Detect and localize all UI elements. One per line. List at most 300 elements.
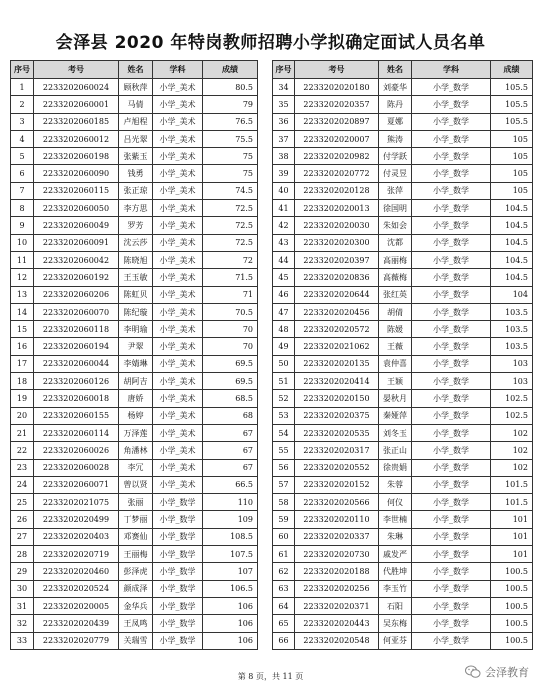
cell-subject: 小学_数学 (412, 615, 491, 632)
cell-seq: 6 (11, 165, 34, 182)
cell-name: 朱琳 (379, 528, 412, 545)
cell-name: 关瑞雪 (119, 632, 153, 649)
table-row (11, 442, 258, 459)
table-row (11, 96, 258, 113)
cell-score: 70.5 (203, 303, 258, 320)
cell-name: 沈云莎 (119, 234, 153, 251)
cell-subject: 小学_数学 (412, 182, 491, 199)
cell-seq: 9 (11, 217, 34, 234)
cell-name: 张萍 (379, 182, 412, 199)
table-row (273, 217, 533, 234)
header-name: 姓名 (119, 61, 153, 79)
cell-seq: 33 (11, 632, 34, 649)
table-body-right (273, 79, 533, 650)
cell-score: 110 (203, 494, 258, 511)
cell-subject: 小学_数学 (412, 442, 491, 459)
cell-id: 2233202020403 (34, 528, 119, 545)
table-row (273, 632, 533, 649)
header-score: 成绩 (203, 61, 258, 79)
cell-score: 101.5 (491, 494, 533, 511)
cell-score: 109 (203, 511, 258, 528)
cell-subject: 小学_数学 (412, 476, 491, 493)
cell-id: 2233202060024 (34, 79, 119, 96)
cell-id: 2233202020375 (295, 407, 379, 424)
cell-subject: 小学_数学 (412, 217, 491, 234)
cell-seq: 18 (11, 373, 34, 390)
table-row (273, 442, 533, 459)
cell-subject: 小学_数学 (412, 321, 491, 338)
cell-name: 丁梦丽 (119, 511, 153, 528)
cell-subject: 小学_数学 (412, 459, 491, 476)
table-row (273, 96, 533, 113)
cell-subject: 小学_美术 (153, 355, 203, 372)
table-row (273, 580, 533, 597)
cell-seq: 45 (273, 269, 295, 286)
cell-score: 104.5 (491, 217, 533, 234)
watermark-text: 会泽教育 (485, 666, 529, 679)
cell-name: 杨婷 (119, 407, 153, 424)
table-row (273, 148, 533, 165)
table-row (273, 338, 533, 355)
cell-id: 2233202020180 (295, 79, 379, 96)
table-row (11, 113, 258, 130)
table-row (273, 424, 533, 441)
table-row (11, 407, 258, 424)
cell-score: 104.5 (491, 200, 533, 217)
page-title: 会泽县 2020 年特岗教师招聘小学拟确定面试人员名单 (55, 33, 486, 53)
cell-subject: 小学_美术 (153, 442, 203, 459)
table-row (11, 251, 258, 268)
cell-score: 106 (203, 615, 258, 632)
cell-seq: 28 (11, 546, 34, 563)
cell-seq: 20 (11, 407, 34, 424)
cell-name: 罗芳 (119, 217, 153, 234)
cell-score: 106.5 (203, 580, 258, 597)
cell-id: 2233202060028 (34, 459, 119, 476)
cell-seq: 49 (273, 338, 295, 355)
cell-name: 徐国明 (379, 200, 412, 217)
cell-seq: 48 (273, 321, 295, 338)
cell-score: 71 (203, 286, 258, 303)
table-row (11, 373, 258, 390)
cell-seq: 13 (11, 286, 34, 303)
cell-id: 2233202020552 (295, 459, 379, 476)
cell-subject: 小学_数学 (412, 407, 491, 424)
cell-id: 2233202060044 (34, 355, 119, 372)
cell-subject: 小学_数学 (412, 303, 491, 320)
cell-id: 2233202020005 (34, 597, 119, 614)
cell-score: 106 (203, 597, 258, 614)
cell-name: 高薇梅 (379, 269, 412, 286)
table-row (273, 390, 533, 407)
cell-seq: 2 (11, 96, 34, 113)
cell-id: 2233202020535 (295, 424, 379, 441)
cell-id: 2233202060118 (34, 321, 119, 338)
cell-id: 2233202020152 (295, 476, 379, 493)
cell-seq: 7 (11, 182, 34, 199)
cell-seq: 47 (273, 303, 295, 320)
roster-table-left (10, 60, 258, 650)
table-row (11, 494, 258, 511)
cell-score: 100.5 (491, 563, 533, 580)
cell-id: 2233202020524 (34, 580, 119, 597)
cell-score: 104.5 (491, 251, 533, 268)
cell-subject: 小学_数学 (412, 355, 491, 372)
cell-name: 张正山 (379, 442, 412, 459)
cell-name: 石阳 (379, 597, 412, 614)
cell-score: 105 (491, 165, 533, 182)
cell-seq: 4 (11, 130, 34, 147)
table-row (273, 130, 533, 147)
cell-seq: 5 (11, 148, 34, 165)
cell-id: 2233202020007 (295, 130, 379, 147)
roster-table-right (272, 60, 533, 650)
cell-id: 2233202060114 (34, 424, 119, 441)
table-row (11, 615, 258, 632)
cell-score: 72.5 (203, 234, 258, 251)
cell-name: 李冗 (119, 459, 153, 476)
header-id: 考号 (295, 61, 379, 79)
cell-subject: 小学_数学 (412, 286, 491, 303)
cell-id: 2233202020013 (295, 200, 379, 217)
cell-score: 105 (491, 148, 533, 165)
header-subject: 学科 (153, 61, 203, 79)
cell-subject: 小学_数学 (412, 269, 491, 286)
cell-seq: 25 (11, 494, 34, 511)
table-row (273, 79, 533, 96)
cell-name: 吕光翠 (119, 130, 153, 147)
cell-seq: 44 (273, 251, 295, 268)
cell-seq: 61 (273, 546, 295, 563)
cell-id: 2233202020443 (295, 615, 379, 632)
cell-score: 102.5 (491, 390, 533, 407)
table-row (11, 424, 258, 441)
header-score: 成绩 (491, 61, 533, 79)
cell-subject: 小学_数学 (153, 632, 203, 649)
cell-seq: 21 (11, 424, 34, 441)
cell-name: 王薇 (379, 338, 412, 355)
table-row (273, 234, 533, 251)
cell-seq: 27 (11, 528, 34, 545)
cell-id: 2233202020548 (295, 632, 379, 649)
cell-id: 2233202020772 (295, 165, 379, 182)
table-row (11, 130, 258, 147)
cell-seq: 29 (11, 563, 34, 580)
cell-id: 2233202060091 (34, 234, 119, 251)
cell-id: 2233202020030 (295, 217, 379, 234)
cell-name: 晏秋月 (379, 390, 412, 407)
cell-seq: 35 (273, 96, 295, 113)
cell-id: 2233202060185 (34, 113, 119, 130)
cell-score: 102 (491, 459, 533, 476)
table-row (11, 546, 258, 563)
cell-subject: 小学_美术 (153, 373, 203, 390)
cell-score: 75.5 (203, 130, 258, 147)
cell-score: 67 (203, 424, 258, 441)
cell-name: 徐贵娟 (379, 459, 412, 476)
cell-subject: 小学_数学 (153, 528, 203, 545)
cell-id: 2233202060126 (34, 373, 119, 390)
cell-subject: 小学_美术 (153, 217, 203, 234)
cell-score: 76.5 (203, 113, 258, 130)
page-footer: 第 8 页，共 11 页 (237, 672, 304, 681)
cell-seq: 66 (273, 632, 295, 649)
table-row (11, 148, 258, 165)
cell-id: 2233202020730 (295, 546, 379, 563)
cell-name: 陈丹 (379, 96, 412, 113)
cell-subject: 小学_数学 (412, 494, 491, 511)
cell-seq: 23 (11, 459, 34, 476)
cell-name: 顾秋萍 (119, 79, 153, 96)
cell-id: 2233202020128 (295, 182, 379, 199)
cell-subject: 小学_数学 (412, 373, 491, 390)
cell-id: 2233202020397 (295, 251, 379, 268)
table-row (273, 165, 533, 182)
cell-seq: 36 (273, 113, 295, 130)
cell-id: 2233202020188 (295, 563, 379, 580)
cell-id: 2233202060194 (34, 338, 119, 355)
cell-subject: 小学_数学 (153, 494, 203, 511)
cell-score: 102.5 (491, 407, 533, 424)
table-row (11, 234, 258, 251)
cell-subject: 小学_美术 (153, 476, 203, 493)
table-row (273, 321, 533, 338)
cell-id: 2233202020110 (295, 511, 379, 528)
table-row (273, 615, 533, 632)
cell-seq: 12 (11, 269, 34, 286)
cell-score: 72.5 (203, 200, 258, 217)
cell-name: 刘冬玉 (379, 424, 412, 441)
cell-id: 2233202020317 (295, 442, 379, 459)
table-row (11, 200, 258, 217)
header-name: 姓名 (379, 61, 412, 79)
cell-seq: 30 (11, 580, 34, 597)
cell-seq: 8 (11, 200, 34, 217)
cell-subject: 小学_美术 (153, 459, 203, 476)
cell-score: 100.5 (491, 632, 533, 649)
header-seq: 序号 (273, 61, 295, 79)
cell-seq: 37 (273, 130, 295, 147)
cell-name: 袁仲喜 (379, 355, 412, 372)
cell-seq: 55 (273, 442, 295, 459)
cell-id: 2233202020371 (295, 597, 379, 614)
cell-name: 邓赛仙 (119, 528, 153, 545)
cell-seq: 60 (273, 528, 295, 545)
cell-score: 70 (203, 338, 258, 355)
cell-name: 马倩 (119, 96, 153, 113)
cell-subject: 小学_数学 (412, 424, 491, 441)
cell-id: 2233202060049 (34, 217, 119, 234)
cell-id: 2233202060070 (34, 303, 119, 320)
cell-seq: 39 (273, 165, 295, 182)
cell-subject: 小学_美术 (153, 182, 203, 199)
cell-seq: 63 (273, 580, 295, 597)
cell-score: 105.5 (491, 113, 533, 130)
cell-id: 2233202020572 (295, 321, 379, 338)
cell-score: 102 (491, 424, 533, 441)
cell-subject: 小学_数学 (412, 511, 491, 528)
cell-score: 72 (203, 251, 258, 268)
table-row (11, 476, 258, 493)
cell-id: 2233202060071 (34, 476, 119, 493)
cell-id: 2233202020460 (34, 563, 119, 580)
cell-score: 104 (491, 286, 533, 303)
table-row (273, 303, 533, 320)
cell-id: 2233202060001 (34, 96, 119, 113)
cell-score: 68 (203, 407, 258, 424)
cell-name: 高丽梅 (379, 251, 412, 268)
cell-score: 105 (491, 130, 533, 147)
cell-name: 张紫玉 (119, 148, 153, 165)
cell-seq: 59 (273, 511, 295, 528)
table-row (273, 546, 533, 563)
cell-score: 75 (203, 148, 258, 165)
cell-name: 张正琼 (119, 182, 153, 199)
cell-seq: 50 (273, 355, 295, 372)
cell-name: 吴东梅 (379, 615, 412, 632)
table-row (11, 459, 258, 476)
cell-id: 2233202020135 (295, 355, 379, 372)
table-row (273, 286, 533, 303)
cell-score: 103 (491, 373, 533, 390)
table-row (273, 200, 533, 217)
cell-id: 2233202020150 (295, 390, 379, 407)
watermark (465, 664, 529, 680)
cell-id: 2233202020414 (295, 373, 379, 390)
cell-name: 熊涛 (379, 130, 412, 147)
cell-seq: 14 (11, 303, 34, 320)
cell-name: 钱勇 (119, 165, 153, 182)
cell-name: 付灵昱 (379, 165, 412, 182)
table-row (273, 407, 533, 424)
table-row (273, 563, 533, 580)
cell-subject: 小学_数学 (412, 546, 491, 563)
cell-subject: 小学_数学 (153, 615, 203, 632)
cell-seq: 53 (273, 407, 295, 424)
cell-name: 金华兵 (119, 597, 153, 614)
header-id: 考号 (34, 61, 119, 79)
cell-subject: 小学_数学 (153, 597, 203, 614)
header-seq: 序号 (11, 61, 34, 79)
wechat-logo-icon (465, 665, 481, 679)
cell-score: 67 (203, 442, 258, 459)
cell-subject: 小学_数学 (412, 528, 491, 545)
cell-subject: 小学_美术 (153, 165, 203, 182)
cell-id: 2233202060206 (34, 286, 119, 303)
cell-score: 72.5 (203, 217, 258, 234)
cell-subject: 小学_数学 (412, 338, 491, 355)
cell-name: 陈媛 (379, 321, 412, 338)
cell-id: 2233202060026 (34, 442, 119, 459)
table-row (11, 286, 258, 303)
cell-name: 沈都 (379, 234, 412, 251)
table-row (11, 79, 258, 96)
table-row (11, 165, 258, 182)
cell-subject: 小学_数学 (412, 148, 491, 165)
cell-seq: 32 (11, 615, 34, 632)
cell-name: 李玉竹 (379, 580, 412, 597)
cell-score: 106 (203, 632, 258, 649)
table-header-row (11, 61, 258, 79)
cell-seq: 15 (11, 321, 34, 338)
cell-id: 2233202020644 (295, 286, 379, 303)
cell-id: 2233202020779 (34, 632, 119, 649)
table-row (11, 528, 258, 545)
cell-subject: 小学_美术 (153, 407, 203, 424)
cell-name: 刘豪华 (379, 79, 412, 96)
cell-subject: 小学_数学 (412, 79, 491, 96)
cell-seq: 56 (273, 459, 295, 476)
cell-subject: 小学_美术 (153, 321, 203, 338)
cell-name: 彭泽虎 (119, 563, 153, 580)
table-row (273, 459, 533, 476)
cell-subject: 小学_美术 (153, 303, 203, 320)
cell-score: 107.5 (203, 546, 258, 563)
cell-seq: 42 (273, 217, 295, 234)
cell-name: 陈晓旭 (119, 251, 153, 268)
cell-score: 103 (491, 355, 533, 372)
cell-id: 2233202060012 (34, 130, 119, 147)
cell-name: 卢旭程 (119, 113, 153, 130)
cell-score: 66.5 (203, 476, 258, 493)
cell-id: 2233202060198 (34, 148, 119, 165)
cell-id: 2233202020456 (295, 303, 379, 320)
cell-name: 曾以贤 (119, 476, 153, 493)
cell-id: 2233202020982 (295, 148, 379, 165)
cell-name: 朱如会 (379, 217, 412, 234)
cell-subject: 小学_数学 (153, 546, 203, 563)
cell-subject: 小学_数学 (153, 580, 203, 597)
cell-id: 2233202060050 (34, 200, 119, 217)
cell-name: 唐娇 (119, 390, 153, 407)
cell-name: 陈虹贝 (119, 286, 153, 303)
cell-seq: 26 (11, 511, 34, 528)
cell-name: 王颖 (379, 373, 412, 390)
cell-score: 103.5 (491, 303, 533, 320)
cell-score: 101 (491, 528, 533, 545)
cell-id: 2233202020337 (295, 528, 379, 545)
cell-seq: 38 (273, 148, 295, 165)
table-header-row (273, 61, 533, 79)
cell-name: 李方思 (119, 200, 153, 217)
cell-score: 101 (491, 546, 533, 563)
cell-score: 100.5 (491, 615, 533, 632)
cell-name: 代胜坤 (379, 563, 412, 580)
cell-id: 2233202020256 (295, 580, 379, 597)
table-row (11, 563, 258, 580)
cell-name: 何仪 (379, 494, 412, 511)
cell-name: 张丽 (119, 494, 153, 511)
cell-subject: 小学_数学 (412, 563, 491, 580)
cell-seq: 65 (273, 615, 295, 632)
cell-name: 陈纪璇 (119, 303, 153, 320)
table-body-left (11, 79, 258, 650)
cell-id: 2233202020836 (295, 269, 379, 286)
cell-score: 108.5 (203, 528, 258, 545)
cell-subject: 小学_美术 (153, 200, 203, 217)
cell-score: 71.5 (203, 269, 258, 286)
cell-score: 104.5 (491, 269, 533, 286)
cell-subject: 小学_美术 (153, 251, 203, 268)
cell-score: 70 (203, 321, 258, 338)
cell-name: 朱蓉 (379, 476, 412, 493)
cell-score: 105 (491, 182, 533, 199)
cell-seq: 54 (273, 424, 295, 441)
cell-subject: 小学_美术 (153, 79, 203, 96)
table-row (273, 182, 533, 199)
table-row (273, 355, 533, 372)
table-row (11, 269, 258, 286)
